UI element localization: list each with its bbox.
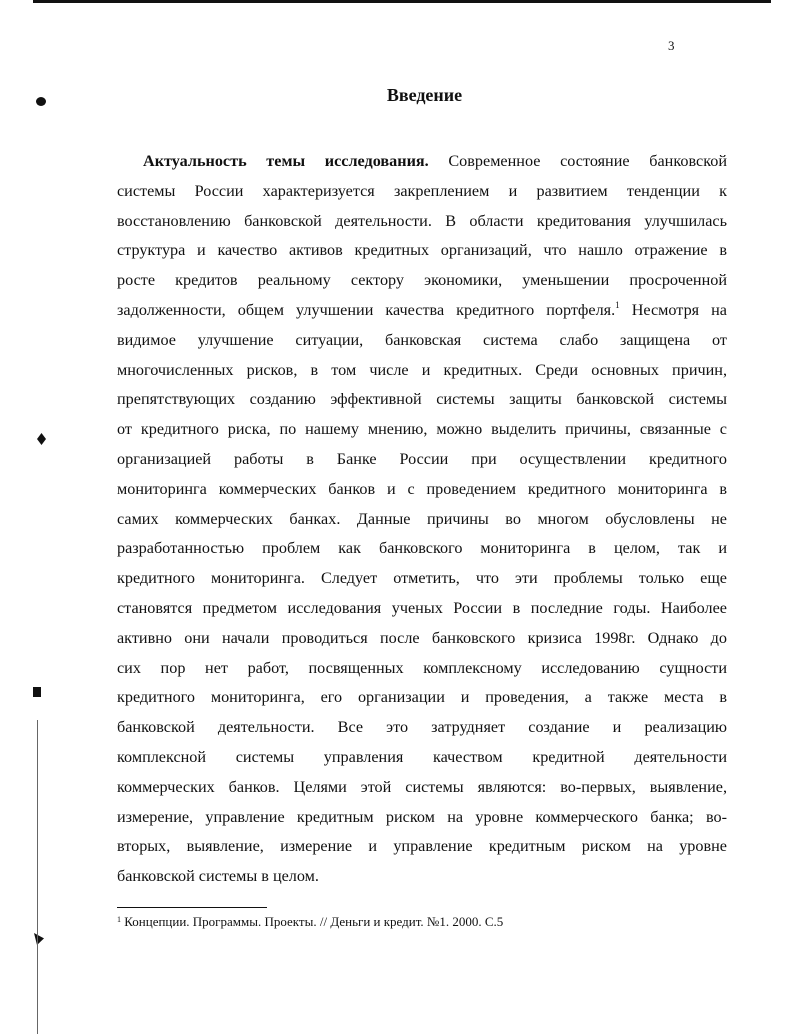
top-rule [33,0,771,3]
scan-mark [37,433,46,445]
text-line: становятся предметом исследования ученых России в последние годы. Наиболее [117,598,727,617]
page-number: 3 [668,38,675,53]
page-title: Введение [386,85,463,105]
paragraph-lead: Актуальность темы исследования. [143,152,429,170]
text-line: измерение, управление кредитным риском на уровне коммерческого банка; во- [117,807,727,826]
text-line: росте кредитов реальному сектору экономики, уменьшении просроченной [117,271,727,290]
scan-mark [33,687,41,697]
text-line: структура и качество активов кредитных организаций, что нашло отражение в [117,241,727,260]
footnote-reference[interactable]: 1 [615,299,620,310]
footnote-rule [117,907,267,908]
text-line: видимое улучшение ситуации, банковская система слабо защищена от [117,330,727,349]
text-line-content: Современное состояние банковской [428,152,727,170]
body-paragraph [117,147,727,892]
text-line: препятствующих созданию эффективной системы защиты банковской системы [117,390,727,409]
text-line: разработанностью проблем как банковского мониторинга в целом, так и [117,539,727,558]
text-line: кредитного мониторинга, его организации и проведения, а также места в [117,688,727,707]
text-line: восстановлению банковской деятельности. В области кредитования улучшилась [117,211,727,230]
footnote-text: Концепции. Программы. Проекты. // Деньги и кредит. №1. 2000. С.5 [124,914,504,929]
text-line: банковской системы в целом. [117,867,319,886]
footnote-marker: 1 [117,915,121,924]
text-line-content: Несмотря на [619,300,727,319]
text-line: многочисленных рисков, в том числе и кредитных. Среди основных причин, [117,360,727,379]
scan-margin-line [37,720,38,1034]
text-line: комплексной системы управления качеством кредитной деятельности [117,747,727,766]
text-line [117,296,727,326]
text-line: мониторинга коммерческих банков и с проведением кредитного мониторинга в [117,479,727,498]
scan-mark [34,933,44,945]
text-line: сих пор нет работ, посвященных комплексному исследованию сущности [117,658,727,677]
text-line: активно они начали проводиться после банковского кризиса 1998г. Однако до [117,628,727,647]
text-line: коммерческих банков. Целями этой системы являются: во-первых, выявление, [117,777,727,796]
text-line: самих коммерческих банках. Данные причины во многом обусловлены не [117,509,727,528]
text-line [117,147,727,177]
text-line: кредитного мониторинга. Следует отметить, что эти проблемы только еще [117,569,727,588]
text-line: системы России характеризуется закреплением и развитием тенденции к [117,181,727,200]
footnote [117,914,503,930]
text-line: банковской деятельности. Все это затрудняет создание и реализацию [117,718,727,737]
text-line-content: задолженности, общем улучшении качества кредитного портфеля. [117,300,616,319]
text-line: вторых, выявление, измерение и управление кредитным риском на уровне [117,837,727,856]
text-line: от кредитного риска, по нашему мнению, можно выделить причины, связанные с [117,420,727,439]
text-line: организацией работы в Банке России при осуществлении кредитного [117,449,727,468]
